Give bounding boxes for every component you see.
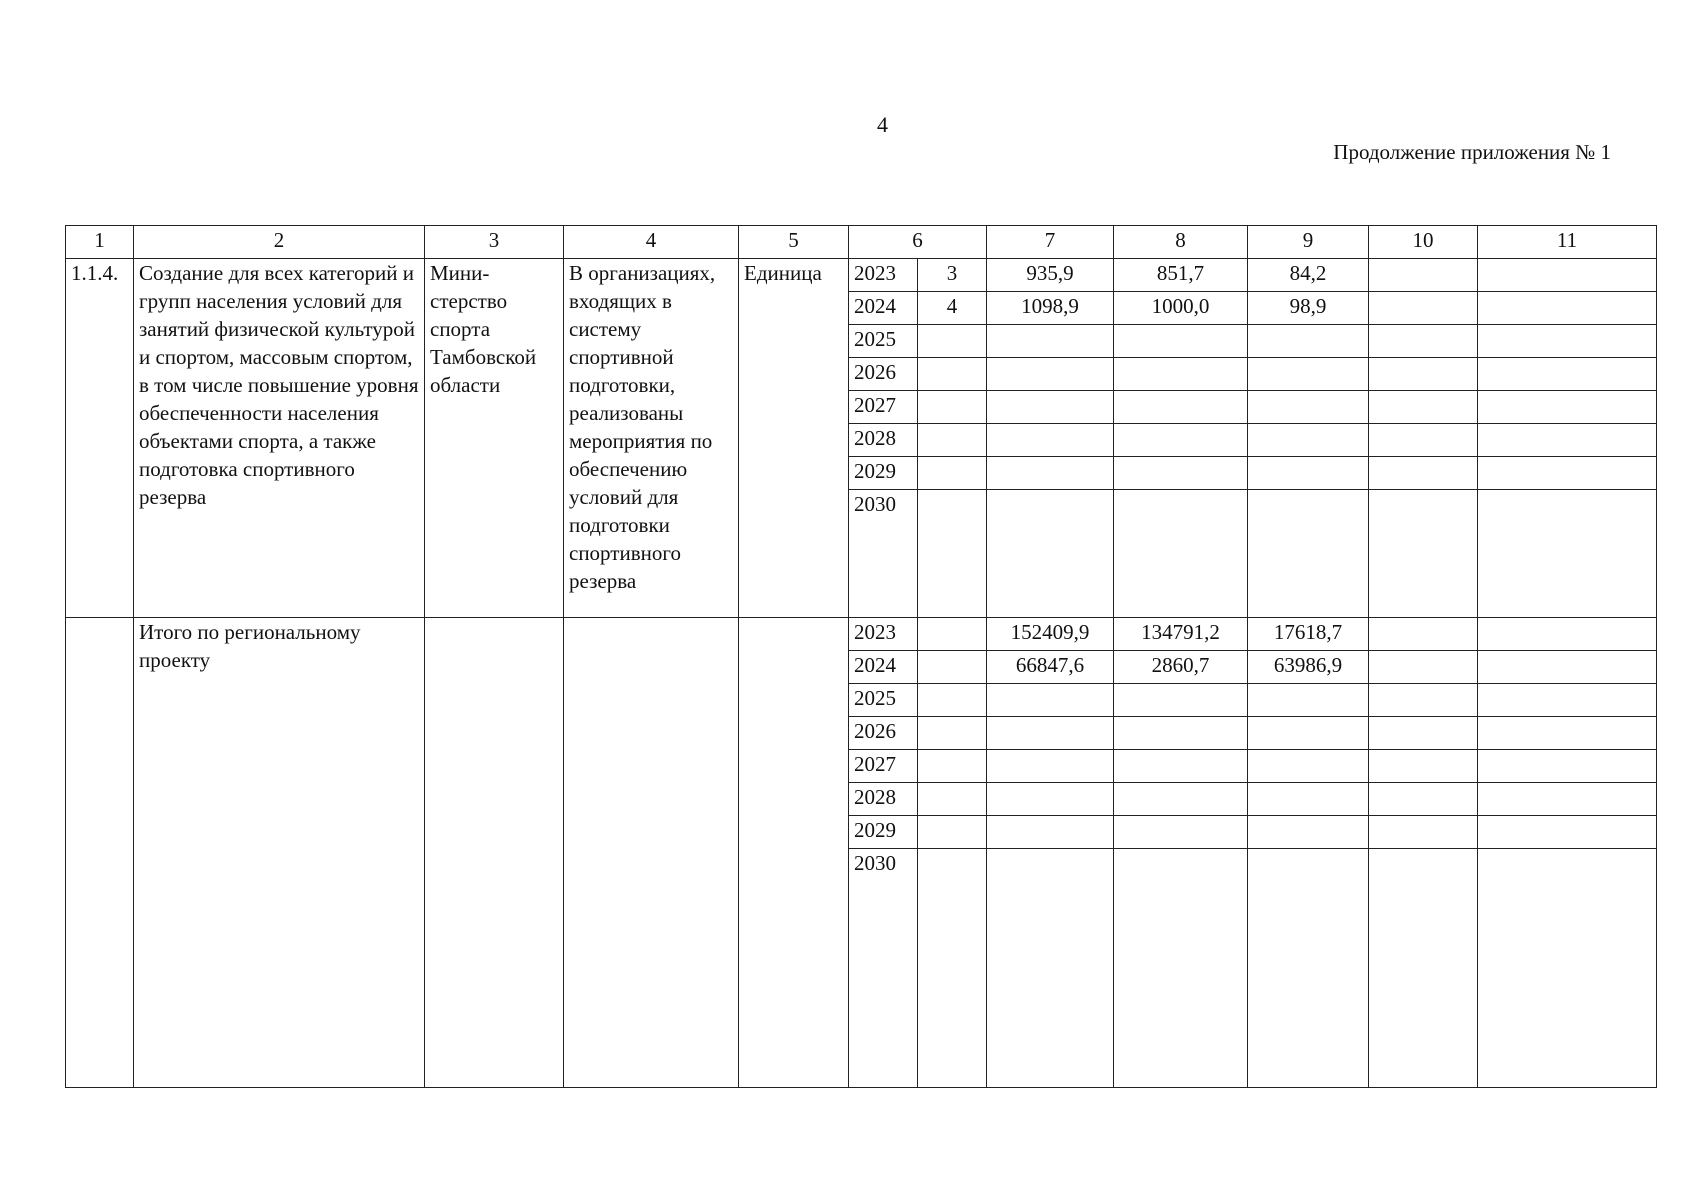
empty-cell (918, 651, 987, 684)
amount-col8: 1000,0 (1114, 292, 1248, 325)
amount-col7 (987, 358, 1114, 391)
amount-col9: 98,9 (1248, 292, 1369, 325)
empty-cell (1478, 292, 1657, 325)
amount-col8 (1114, 424, 1248, 457)
year-cell: 2029 (849, 816, 918, 849)
empty-cell (425, 618, 564, 1088)
total-col7 (987, 816, 1114, 849)
total-col9 (1248, 750, 1369, 783)
year-cell: 2028 (849, 424, 918, 457)
amount-col8: 851,7 (1114, 259, 1248, 292)
empty-cell (1369, 717, 1478, 750)
total-col7 (987, 783, 1114, 816)
empty-cell (918, 750, 987, 783)
empty-cell (1369, 358, 1478, 391)
item-name: Создание для всех категорий и групп населения условий для занятий физической культурой и спортом, массовым спортом, в том числе повышение уровня обеспеченности населения объектами спорта, а также подготовка спортивного резерва (134, 259, 425, 618)
year-cell: 2029 (849, 457, 918, 490)
column-header: 9 (1248, 226, 1369, 259)
empty-cell (1369, 259, 1478, 292)
empty-cell (1478, 358, 1657, 391)
total-col9 (1248, 783, 1369, 816)
amount-col9 (1248, 424, 1369, 457)
indicator-value (918, 358, 987, 391)
empty-cell (1369, 849, 1478, 1088)
amount-col7: 935,9 (987, 259, 1114, 292)
total-col9 (1248, 816, 1369, 849)
empty-cell (1478, 391, 1657, 424)
item-row (66, 259, 1657, 292)
empty-cell (1369, 618, 1478, 651)
total-label: Итого по региональному проекту (134, 618, 425, 1088)
empty-cell (1369, 651, 1478, 684)
empty-cell (1369, 490, 1478, 618)
amount-col9 (1248, 490, 1369, 618)
total-col8: 2860,7 (1114, 651, 1248, 684)
year-cell: 2026 (849, 358, 918, 391)
amount-col7 (987, 325, 1114, 358)
empty-cell (918, 849, 987, 1088)
indicator-value (918, 490, 987, 618)
total-col9 (1248, 849, 1369, 1088)
indicator-value: 3 (918, 259, 987, 292)
year-cell: 2025 (849, 684, 918, 717)
total-col7 (987, 849, 1114, 1088)
column-number-row (66, 226, 1657, 259)
appendix-continuation-label: Продолжение приложения № 1 (1333, 140, 1611, 164)
empty-cell (1478, 717, 1657, 750)
total-col7 (987, 684, 1114, 717)
total-col8: 134791,2 (1114, 618, 1248, 651)
column-header: 2 (134, 226, 425, 259)
total-col8 (1114, 783, 1248, 816)
empty-cell (1369, 391, 1478, 424)
item-code: 1.1.4. (66, 259, 134, 618)
column-header: 5 (739, 226, 849, 259)
total-col9 (1248, 717, 1369, 750)
item-result: В организациях, входящих в систему спортивной подготовки, реализованы мероприятия по обеспечению условий для подготовки спортивного резерва (564, 259, 739, 618)
indicator-value (918, 457, 987, 490)
total-row (66, 618, 1657, 651)
empty-cell (1478, 424, 1657, 457)
year-cell: 2030 (849, 849, 918, 1088)
year-cell: 2023 (849, 259, 918, 292)
amount-col8 (1114, 325, 1248, 358)
amount-col8 (1114, 457, 1248, 490)
empty-cell (918, 816, 987, 849)
empty-cell (1369, 750, 1478, 783)
empty-cell (1478, 816, 1657, 849)
empty-cell (1478, 849, 1657, 1088)
total-col9 (1248, 684, 1369, 717)
column-header: 3 (425, 226, 564, 259)
empty-cell (918, 717, 987, 750)
year-cell: 2027 (849, 750, 918, 783)
total-col8 (1114, 684, 1248, 717)
empty-cell (739, 618, 849, 1088)
total-col9: 17618,7 (1248, 618, 1369, 651)
empty-cell (66, 618, 134, 1088)
empty-cell (1478, 783, 1657, 816)
indicator-value: 4 (918, 292, 987, 325)
empty-cell (918, 783, 987, 816)
indicator-value (918, 391, 987, 424)
empty-cell (1478, 651, 1657, 684)
amount-col7: 1098,9 (987, 292, 1114, 325)
amount-col7 (987, 424, 1114, 457)
column-header: 7 (987, 226, 1114, 259)
amount-col7 (987, 457, 1114, 490)
total-col7: 66847,6 (987, 651, 1114, 684)
indicator-value (918, 424, 987, 457)
amount-col9: 84,2 (1248, 259, 1369, 292)
empty-cell (1478, 325, 1657, 358)
total-col8 (1114, 750, 1248, 783)
empty-cell (918, 684, 987, 717)
total-col9: 63986,9 (1248, 651, 1369, 684)
empty-cell (1369, 783, 1478, 816)
amount-col7 (987, 490, 1114, 618)
total-col8 (1114, 816, 1248, 849)
empty-cell (1369, 457, 1478, 490)
empty-cell (1478, 684, 1657, 717)
year-cell: 2025 (849, 325, 918, 358)
amount-col9 (1248, 325, 1369, 358)
indicator-value (918, 325, 987, 358)
column-header: 4 (564, 226, 739, 259)
column-header: 8 (1114, 226, 1248, 259)
amount-col8 (1114, 358, 1248, 391)
total-col8 (1114, 717, 1248, 750)
total-col7 (987, 717, 1114, 750)
total-col7 (987, 750, 1114, 783)
empty-cell (1369, 325, 1478, 358)
amount-col8 (1114, 391, 1248, 424)
year-cell: 2030 (849, 490, 918, 618)
year-cell: 2024 (849, 292, 918, 325)
item-unit: Единица (739, 259, 849, 618)
column-header: 10 (1369, 226, 1478, 259)
empty-cell (1478, 259, 1657, 292)
appendix-table (65, 225, 1657, 1088)
column-header: 11 (1478, 226, 1657, 259)
total-col8 (1114, 849, 1248, 1088)
amount-col9 (1248, 391, 1369, 424)
year-cell: 2028 (849, 783, 918, 816)
amount-col8 (1114, 490, 1248, 618)
empty-cell (1369, 292, 1478, 325)
empty-cell (1478, 490, 1657, 618)
column-header: 6 (849, 226, 987, 259)
empty-cell (918, 618, 987, 651)
amount-col7 (987, 391, 1114, 424)
empty-cell (1478, 750, 1657, 783)
item-responsible: Мини-стерство спорта Тамбовской области (425, 259, 564, 618)
empty-cell (1369, 424, 1478, 457)
year-cell: 2027 (849, 391, 918, 424)
amount-col9 (1248, 457, 1369, 490)
empty-cell (1369, 816, 1478, 849)
total-col7: 152409,9 (987, 618, 1114, 651)
year-cell: 2024 (849, 651, 918, 684)
year-cell: 2026 (849, 717, 918, 750)
column-header: 1 (66, 226, 134, 259)
empty-cell (1478, 457, 1657, 490)
year-cell: 2023 (849, 618, 918, 651)
empty-cell (1478, 618, 1657, 651)
empty-cell (1369, 684, 1478, 717)
amount-col9 (1248, 358, 1369, 391)
page-number: 4 (877, 112, 888, 137)
empty-cell (564, 618, 739, 1088)
